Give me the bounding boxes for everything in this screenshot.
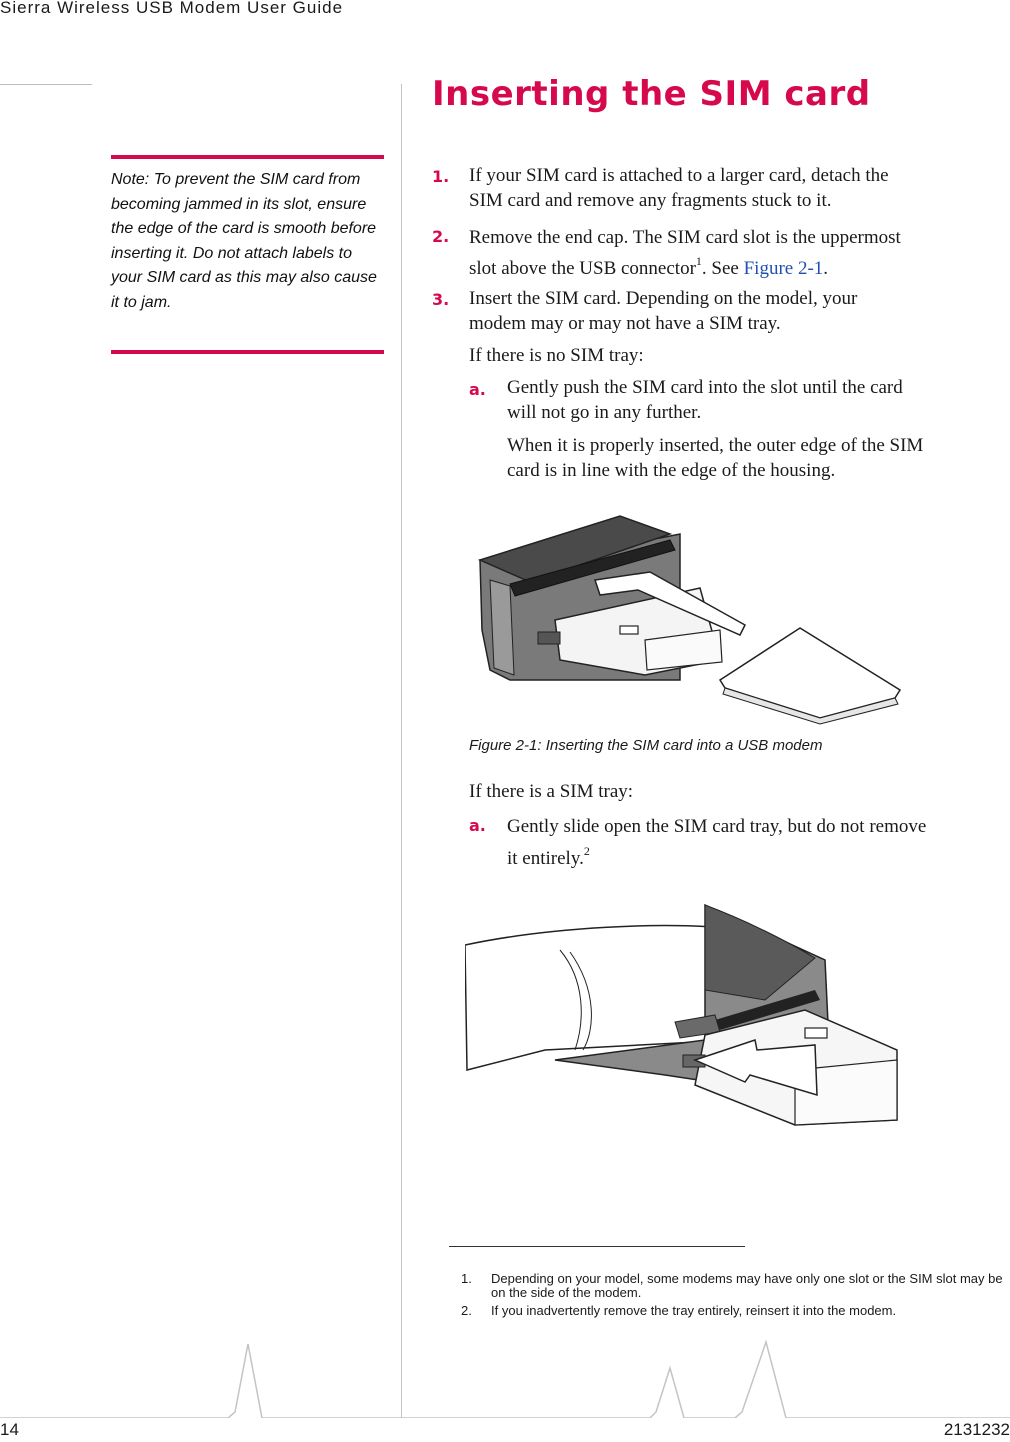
step-2-line: Remove the end cap. The SIM card slot is the uppermost — [469, 227, 901, 248]
no-tray-intro: If there is no SIM tray: — [469, 345, 644, 366]
step-number: 1. — [432, 167, 450, 186]
step-3-line: Insert the SIM card. Depending on the model, your — [469, 288, 858, 309]
no-tray-detail-line: When it is properly inserted, the outer edge of the SIM — [507, 435, 924, 456]
footer-waveform — [0, 1338, 1010, 1418]
sim-tray-illustration — [465, 900, 905, 1130]
step-1-line: SIM card and remove any fragments stuck to it. — [469, 190, 832, 211]
step-2-text-mid: . See — [701, 258, 744, 279]
footnote-ref[interactable]: 2 — [583, 843, 590, 858]
tray-line-2-text: it entirely. — [507, 848, 584, 869]
footnote-ref[interactable]: 1 — [695, 253, 702, 268]
footnote — [461, 1304, 1009, 1320]
column-divider — [401, 84, 402, 1418]
sim-insert-illustration — [470, 510, 910, 725]
no-tray-detail — [507, 433, 923, 483]
tray-line-2 — [507, 843, 926, 875]
substep-letter: a. — [469, 816, 486, 835]
footnote-text: Depending on your model, some modems may have only one slot or the SIM slot may be on the side of the modem. — [491, 1271, 1003, 1300]
tray-line: Gently slide open the SIM card tray, but do not remove — [507, 816, 927, 837]
header-rule — [0, 84, 92, 85]
running-header: Sierra Wireless USB Modem User Guide — [0, 0, 344, 17]
step-2-line-2 — [469, 253, 901, 284]
footnote-text: If you inadvertently remove the tray entirely, reinsert it into the modem. — [491, 1303, 897, 1318]
substep-letter: a. — [469, 380, 486, 399]
footnote — [461, 1272, 1009, 1302]
tray-substep — [507, 811, 926, 875]
tray-intro: If there is a SIM tray: — [469, 781, 634, 802]
page-number: 14 — [0, 1420, 19, 1439]
step-3-text — [469, 286, 857, 336]
step-3-line: modem may or may not have a SIM tray. — [469, 313, 781, 334]
no-tray-line: will not go in any further. — [507, 402, 702, 423]
step-2-text — [469, 222, 901, 284]
footnote-rule — [449, 1246, 745, 1247]
step-2-text-post: . — [823, 258, 829, 279]
figure-caption: Figure 2-1: Inserting the SIM card into a USB modem — [469, 737, 823, 754]
step-number: 2. — [432, 227, 450, 246]
document-number: 2131232 — [943, 1420, 1010, 1439]
step-2-text-pre: slot above the USB connector — [469, 258, 696, 279]
figure-link[interactable]: Figure 2-1 — [743, 258, 824, 279]
no-tray-detail-line: card is in line with the edge of the housing. — [507, 460, 836, 481]
step-1-line: If your SIM card is attached to a larger card, detach the — [469, 165, 889, 186]
step-1-text — [469, 163, 889, 213]
no-tray-substep — [507, 375, 903, 425]
section-title: Inserting the SIM card — [432, 74, 871, 114]
note-box: Note: To prevent the SIM card from becoming jammed in its slot, ensure the edge of the card is smooth before inserting it. Do not attach labels to your SIM card as this may also cause it to jam. — [111, 155, 384, 354]
step-number: 3. — [432, 290, 450, 309]
footnote-number: 1. — [461, 1271, 472, 1286]
no-tray-line: Gently push the SIM card into the slot until the card — [507, 377, 903, 398]
footnote-number: 2. — [461, 1303, 472, 1318]
